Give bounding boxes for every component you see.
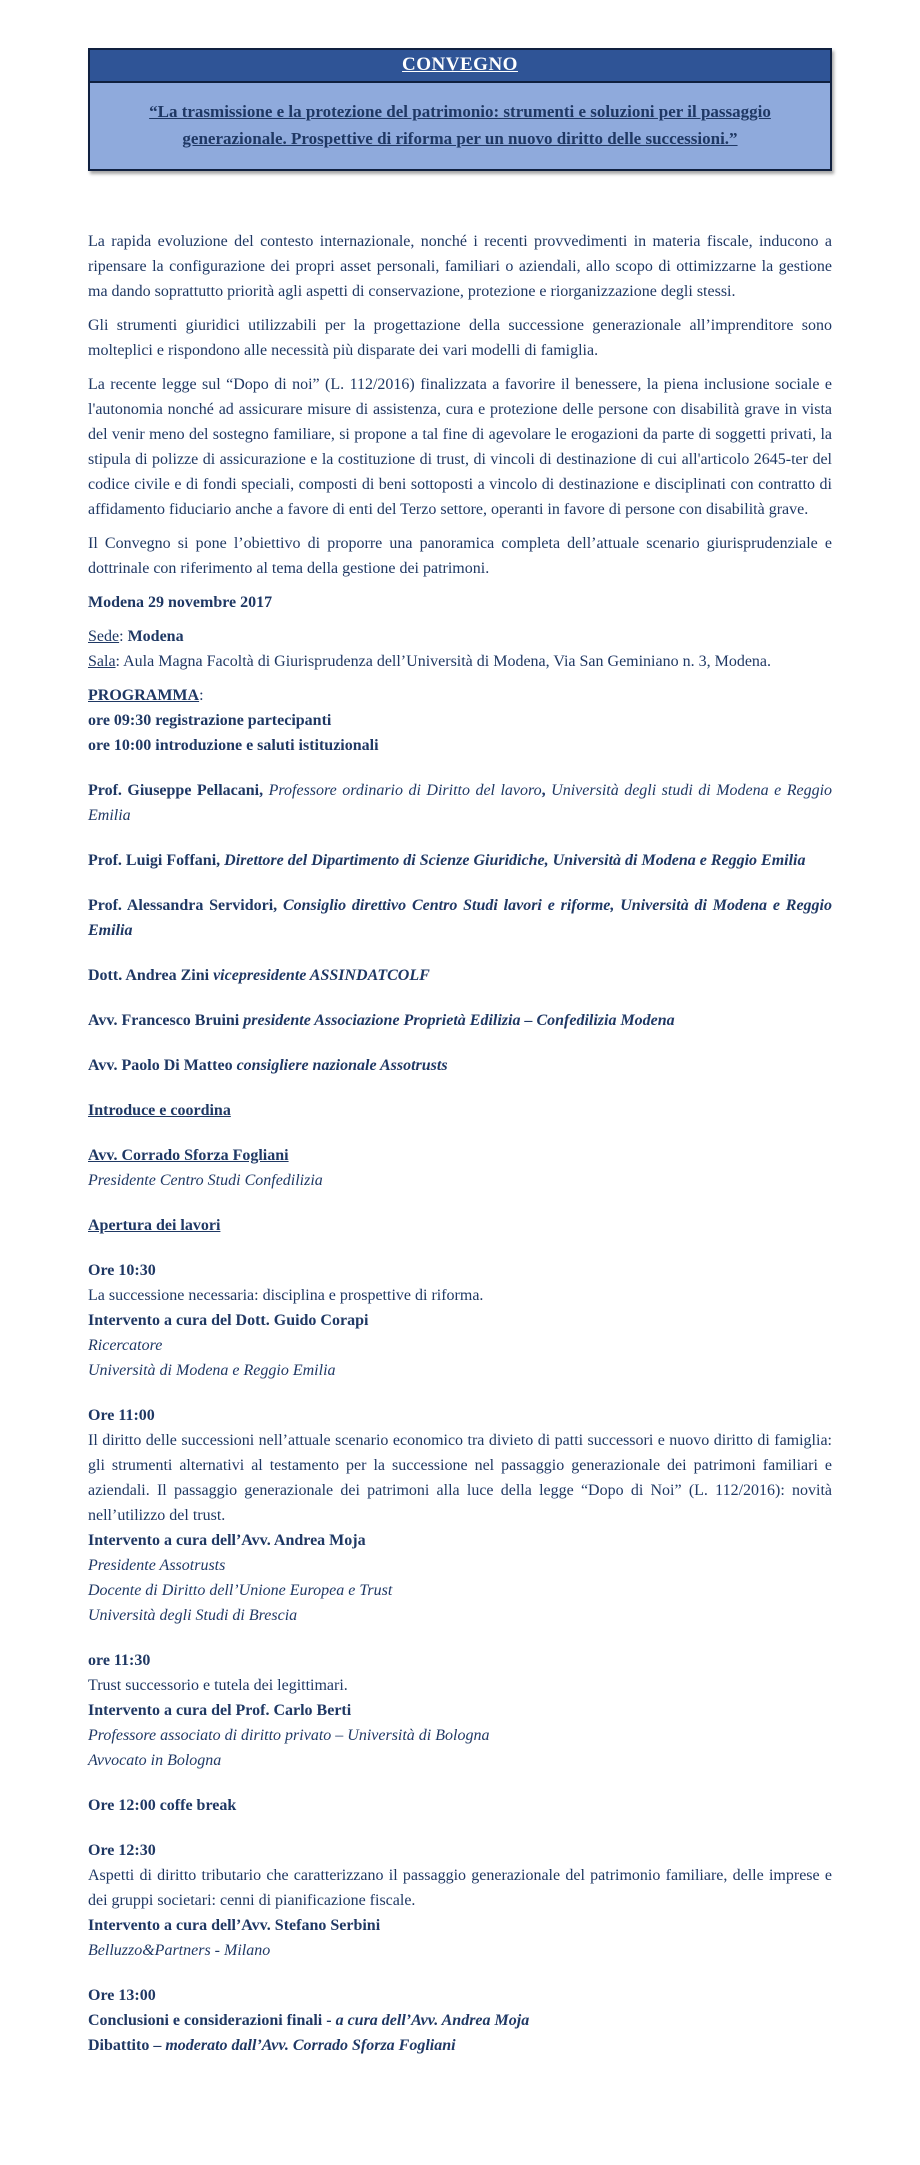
moderator-role-run-0: Presidente Centro Studi Confedilizia bbox=[88, 1172, 323, 1189]
session-1130-time bbox=[88, 1648, 832, 1673]
speaker-zini-run-0: Dott. Andrea Zini bbox=[88, 967, 214, 984]
session-1030-speaker-run-0: Intervento a cura del Dott. Guido Corapi bbox=[88, 1312, 369, 1329]
intro-paragraph-1-run-0: La rapida evoluzione del contesto internazionale, nonché i recenti provvedimenti in materia fiscale, inducono a ripensare la configurazione dei propri asset personali, familiari o aziendali, allo scopo di ottimizzarne la gestione ma dando soprattutto priorità agli aspetti di conservazione, protezione e riorganizzazione degli stessi. bbox=[88, 233, 832, 300]
session-1230-time-run-0: Ore 12:30 bbox=[88, 1842, 156, 1859]
intro-paragraph-2 bbox=[88, 313, 832, 363]
session-1230-speaker-run-0: Intervento a cura dell’Avv. Stefano Serbini bbox=[88, 1917, 381, 1934]
venue-sede-run-1: : bbox=[119, 628, 128, 645]
session-1130-speaker bbox=[88, 1698, 832, 1723]
session-1130-credit-2 bbox=[88, 1748, 832, 1773]
session-1300-time bbox=[88, 1983, 832, 2008]
speaker-pellacani-run-2: , bbox=[541, 782, 552, 799]
event-date-run-0: Modena 29 novembre 2017 bbox=[88, 594, 273, 611]
speaker-foffani-run-1: Direttore del Dipartimento di Scienze Giuridiche, Università di Modena e Reggio Emilia bbox=[224, 852, 806, 869]
session-1230-topic-run-0: Aspetti di diritto tributario che caratterizzano il passaggio generazionale del patrimonio familiare, delle imprese e dei gruppi societari: cenni di pianificazione fiscale. bbox=[88, 1867, 832, 1909]
introduce-coordina-heading bbox=[88, 1098, 832, 1123]
session-1100-credit-3-run-0: Università degli Studi di Brescia bbox=[88, 1607, 298, 1624]
coffee-break bbox=[88, 1793, 832, 1818]
session-1230-time bbox=[88, 1838, 832, 1863]
session-1100-credit-1-run-0: Presidente Assotrusts bbox=[88, 1557, 226, 1574]
programma-heading-run-1: : bbox=[199, 687, 204, 704]
venue-sede-run-0: Sede bbox=[88, 628, 120, 645]
session-1100-credit-3 bbox=[88, 1603, 832, 1628]
session-1300-dibattito-run-1: moderato dall’Avv. Corrado Sforza Fogliani bbox=[165, 2037, 456, 2054]
session-1100-speaker bbox=[88, 1528, 832, 1553]
speaker-pellacani-run-3: Università degli studi di Modena e Reggio Emilia bbox=[88, 782, 833, 824]
session-1300-conclusioni-run-1: a cura dell’Avv. Andrea Moja bbox=[335, 2012, 530, 2029]
venue-sala-run-1: : Aula Magna Facoltà di Giurisprudenza dell’Università di Modena, Via San Geminiano n. 3, Modena. bbox=[115, 653, 772, 670]
speaker-pellacani-run-1: Professore ordinario di Diritto del lavoro bbox=[268, 782, 542, 799]
apertura-heading-run-0: Apertura dei lavori bbox=[88, 1217, 221, 1234]
session-1130-topic-run-0: Trust successorio e tutela dei legittimari. bbox=[88, 1677, 348, 1694]
session-1130-credit-1-run-0: Professore associato di diritto privato – Università di Bologna bbox=[88, 1727, 490, 1744]
programma-item-registrazione bbox=[88, 708, 832, 733]
speaker-di-matteo-run-1: consigliere nazionale Assotrusts bbox=[236, 1057, 448, 1074]
session-1130-time-run-0: ore 11:30 bbox=[88, 1652, 151, 1669]
programma-item-introduzione bbox=[88, 733, 832, 758]
session-1100-speaker-run-0: Intervento a cura dell’Avv. Andrea Moja bbox=[88, 1532, 366, 1549]
banner-text: CONVEGNO bbox=[402, 54, 518, 75]
introduce-coordina-heading-run-0: Introduce e coordina bbox=[88, 1102, 231, 1119]
intro-paragraph-4 bbox=[88, 531, 832, 581]
session-1100-time bbox=[88, 1403, 832, 1428]
speaker-zini bbox=[88, 963, 832, 988]
session-1100-credit-1 bbox=[88, 1553, 832, 1578]
intro-paragraph-4-run-0: Il Convegno si pone l’obiettivo di proporre una panoramica completa dell’attuale scenario giurisprudenziale e dottrinale con riferimento al tema della gestione dei patrimoni. bbox=[88, 535, 832, 577]
speaker-bruini bbox=[88, 1008, 832, 1033]
session-1030-speaker bbox=[88, 1308, 832, 1333]
banner bbox=[90, 50, 830, 83]
event-date bbox=[88, 590, 832, 615]
speaker-di-matteo bbox=[88, 1053, 832, 1078]
speaker-servidori-run-1: Consiglio direttivo Centro Studi lavori e riforme, Università di Modena e Reggio Emilia bbox=[88, 897, 832, 939]
session-1130-credit-2-run-0: Avvocato in Bologna bbox=[88, 1752, 222, 1769]
session-1230-credit-1-run-0: Belluzzo&Partners - Milano bbox=[88, 1942, 271, 1959]
moderator-name bbox=[88, 1143, 832, 1168]
session-1300-conclusioni-run-0: Conclusioni e considerazioni finali - bbox=[88, 2012, 336, 2029]
programma-item-registrazione-run-0: ore 09:30 registrazione partecipanti bbox=[88, 712, 332, 729]
session-1300-time-run-0: Ore 13:00 bbox=[88, 1987, 156, 2004]
title-box bbox=[88, 48, 832, 171]
speaker-servidori-run-0: Prof. Alessandra Servidori, bbox=[88, 897, 283, 914]
session-1300-conclusioni bbox=[88, 2008, 832, 2033]
session-1030-time-run-0: Ore 10:30 bbox=[88, 1262, 156, 1279]
moderator-name-run-0: Avv. Corrado Sforza Fogliani bbox=[88, 1147, 289, 1164]
session-1230-credit-1 bbox=[88, 1938, 832, 1963]
speaker-foffani-run-0: Prof. Luigi Foffani, bbox=[88, 852, 225, 869]
apertura-heading bbox=[88, 1213, 832, 1238]
programma-heading-run-0: PROGRAMMA bbox=[88, 687, 200, 704]
moderator-role bbox=[88, 1168, 832, 1193]
session-1030-credit-2 bbox=[88, 1358, 832, 1383]
speaker-bruini-run-0: Avv. Francesco Bruini bbox=[88, 1012, 244, 1029]
speaker-servidori bbox=[88, 893, 832, 943]
speaker-pellacani-run-0: Prof. Giuseppe Pellacani, bbox=[88, 782, 269, 799]
session-1030-credit-2-run-0: Università di Modena e Reggio Emilia bbox=[88, 1362, 336, 1379]
session-1030-topic-run-0: La successione necessaria: disciplina e prospettive di riforma. bbox=[88, 1287, 484, 1304]
venue-sede-run-2: Modena bbox=[127, 628, 184, 645]
intro-paragraph-3-run-0: La recente legge sul “Dopo di noi” (L. 112/2016) finalizzata a favorire il benessere, la piena inclusione sociale e l'autonomia nonché ad assicurare misure di assistenza, cura e protezione delle persone con disabilità grave in vista del venir meno del sostegno familiare, si propone a tal fine di agevolare le erogazioni da parte di soggetti privati, la stipula di polizze di assicurazione e la costituzione di trust, di vincoli di destinazione di cui all'articolo 2645-ter del codice civile e di fondi speciali, composti di beni sottoposti a vincolo di destinazione e disciplinati con contratto di affidamento fiduciario anche a favore di enti del Terzo settore, operanti in favore di persone con disabilità grave. bbox=[88, 376, 832, 518]
session-1100-time-run-0: Ore 11:00 bbox=[88, 1407, 155, 1424]
intro-paragraph-1 bbox=[88, 229, 832, 304]
session-1030-credit-1 bbox=[88, 1333, 832, 1358]
session-1030-credit-1-run-0: Ricercatore bbox=[88, 1337, 163, 1354]
event-title bbox=[90, 83, 830, 169]
programma-item-introduzione-run-0: ore 10:00 introduzione e saluti istituzionali bbox=[88, 737, 379, 754]
venue-sala bbox=[88, 649, 832, 674]
session-1300-dibattito bbox=[88, 2033, 832, 2058]
session-1300-dibattito-run-0: Dibattito – bbox=[88, 2037, 166, 2054]
intro-paragraph-2-run-0: Gli strumenti giuridici utilizzabili per la progettazione della successione generazionale all’imprenditore sono molteplici e rispondono alle necessità più disparate dei vari modelli di famiglia. bbox=[88, 317, 832, 359]
session-1100-credit-2-run-0: Docente di Diritto dell’Unione Europea e Trust bbox=[88, 1582, 393, 1599]
session-1100-topic-run-0: Il diritto delle successioni nell’attuale scenario economico tra divieto di patti successori e nuovo diritto di famiglia: gli strumenti alternativi al testamento per la successione nel passaggio generazionale dei patrimoni familiari e aziendali. Il passaggio generazionale dei patrimoni alla luce della legge “Dopo di Noi” (L. 112/2016): novità nell’utilizzo del trust. bbox=[88, 1432, 832, 1524]
session-1030-topic bbox=[88, 1283, 832, 1308]
session-1230-topic bbox=[88, 1863, 832, 1913]
speaker-pellacani bbox=[88, 778, 832, 828]
speaker-bruini-run-1: presidente Associazione Proprietà Edilizia – Confedilizia Modena bbox=[243, 1012, 675, 1029]
programma-heading bbox=[88, 683, 832, 708]
speaker-di-matteo-run-0: Avv. Paolo Di Matteo bbox=[88, 1057, 237, 1074]
session-1100-topic bbox=[88, 1428, 832, 1528]
session-1230-speaker bbox=[88, 1913, 832, 1938]
document-body bbox=[88, 229, 832, 2058]
session-1030-time bbox=[88, 1258, 832, 1283]
session-1130-topic bbox=[88, 1673, 832, 1698]
session-1100-credit-2 bbox=[88, 1578, 832, 1603]
coffee-break-run-0: Ore 12:00 coffe break bbox=[88, 1797, 237, 1814]
speaker-zini-run-1: vicepresidente ASSINDATCOLF bbox=[213, 967, 430, 984]
venue-sala-run-0: Sala bbox=[88, 653, 116, 670]
session-1130-credit-1 bbox=[88, 1723, 832, 1748]
speaker-foffani bbox=[88, 848, 832, 873]
event-title-text: “La trasmissione e la protezione del patrimonio: strumenti e soluzioni per il passaggio generazionale. Prospettive di riforma per un nuovo diritto delle successioni.” bbox=[149, 102, 771, 148]
intro-paragraph-3 bbox=[88, 372, 832, 522]
session-1130-speaker-run-0: Intervento a cura del Prof. Carlo Berti bbox=[88, 1702, 352, 1719]
venue-sede bbox=[88, 624, 832, 649]
